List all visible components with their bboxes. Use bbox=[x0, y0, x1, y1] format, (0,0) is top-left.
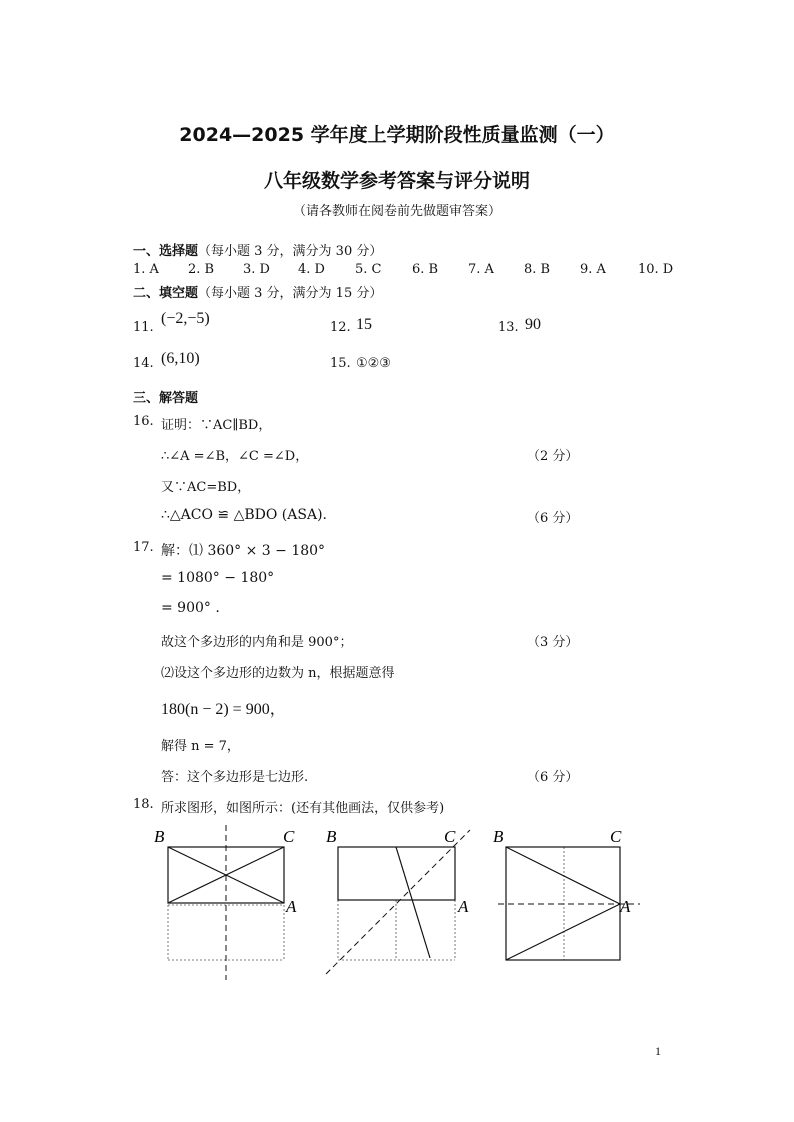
fill-num-15: 15. bbox=[330, 356, 351, 371]
section2-rule: （每小题 3 分，满分为 15 分） bbox=[198, 286, 383, 301]
q16-score2: （2 分） bbox=[527, 449, 579, 464]
label-b: B bbox=[493, 827, 504, 846]
section3-heading: 三、解答题 bbox=[133, 391, 199, 406]
label-c: C bbox=[610, 827, 622, 846]
choice-answer-8: 8. B bbox=[524, 262, 551, 277]
page-number: 1 bbox=[655, 1044, 661, 1058]
choice-answer-6: 6. B bbox=[412, 262, 439, 277]
choice-answer-4: 4. D bbox=[298, 262, 325, 277]
section2-title: 二、填空题 bbox=[133, 286, 199, 301]
grid-dotted bbox=[338, 900, 455, 960]
section1-heading bbox=[133, 240, 382, 259]
label-a: A bbox=[286, 897, 297, 916]
q16-line1: 证明：∵AC∥BD， bbox=[161, 418, 272, 433]
fill-answer-15: ①②③ bbox=[356, 356, 391, 371]
grid-dotted bbox=[168, 905, 284, 960]
choice-answer-7: 7. A bbox=[468, 262, 494, 277]
label-a: A bbox=[458, 897, 469, 916]
q16-number: 16. bbox=[133, 414, 154, 429]
q17-line5: ⑵设这个多边形的边数为 n，根据题意得 bbox=[161, 666, 395, 681]
fill-answer-12: 15 bbox=[356, 316, 372, 333]
fill-answer-13: 90 bbox=[525, 316, 541, 333]
q16-score6: （6 分） bbox=[527, 511, 579, 526]
choice-answer-10: 10. D bbox=[638, 262, 674, 277]
choice-answer-9: 9. A bbox=[580, 262, 606, 277]
choice-answer-2: 2. B bbox=[188, 262, 215, 277]
q17-line7: 解得 n = 7， bbox=[161, 739, 240, 754]
doc-subtitle: 八年级数学参考答案与评分说明 bbox=[263, 170, 530, 192]
q18-number: 18. bbox=[133, 797, 154, 812]
q17-line3: = 900° . bbox=[161, 600, 220, 616]
q17-score6: （6 分） bbox=[527, 770, 579, 785]
q17-line1: 解：⑴ 360° × 3 − 180° bbox=[161, 543, 326, 559]
q17-line8: 答：这个多边形是七边形. bbox=[161, 770, 309, 785]
q18-line1: 所求图形，如图所示：(还有其他画法，仅供参考) bbox=[161, 801, 445, 816]
figure-3 bbox=[490, 820, 650, 985]
q17-line6: 180(n − 2) = 900， bbox=[161, 701, 286, 718]
q16-line3: 又∵AC=BD， bbox=[161, 480, 251, 495]
rect-solid bbox=[338, 847, 455, 958]
q17-number: 17. bbox=[133, 540, 154, 555]
doc-title: 2024—2025 学年度上学期阶段性质量监测（一） bbox=[179, 124, 615, 146]
q17-line2: = 1080° − 180° bbox=[161, 570, 275, 586]
doc-note: （请各教师在阅卷前先做题审答案） bbox=[292, 204, 501, 219]
fill-answer-11: (−2,−5) bbox=[161, 310, 210, 327]
section2-heading bbox=[133, 282, 382, 301]
fill-num-12: 12. bbox=[330, 320, 351, 335]
q16-line4: ∴△ACO ≌ △BDO (ASA). bbox=[161, 507, 327, 523]
q17-line4: 故这个多边形的内角和是 900°； bbox=[161, 635, 353, 650]
label-b: B bbox=[154, 827, 165, 846]
section1-title: 一、选择题 bbox=[133, 244, 199, 259]
choice-answer-5: 5. C bbox=[355, 262, 382, 277]
figure-2 bbox=[322, 820, 482, 985]
section1-rule: （每小题 3 分，满分为 30 分） bbox=[198, 244, 383, 259]
label-b: B bbox=[326, 827, 337, 846]
fill-num-13: 13. bbox=[498, 320, 519, 335]
fill-answer-14: (6,10) bbox=[161, 350, 200, 367]
label-c: C bbox=[444, 827, 456, 846]
label-a: A bbox=[620, 897, 631, 916]
choice-answer-3: 3. D bbox=[243, 262, 270, 277]
choice-answer-1: 1. A bbox=[133, 262, 159, 277]
q16-line2: ∴∠A =∠B，∠C =∠D， bbox=[161, 449, 309, 464]
label-c: C bbox=[283, 827, 295, 846]
figure-1 bbox=[150, 820, 310, 985]
fill-num-11: 11. bbox=[133, 320, 154, 335]
q17-score3: （3 分） bbox=[527, 635, 579, 650]
fill-num-14: 14. bbox=[133, 356, 154, 371]
